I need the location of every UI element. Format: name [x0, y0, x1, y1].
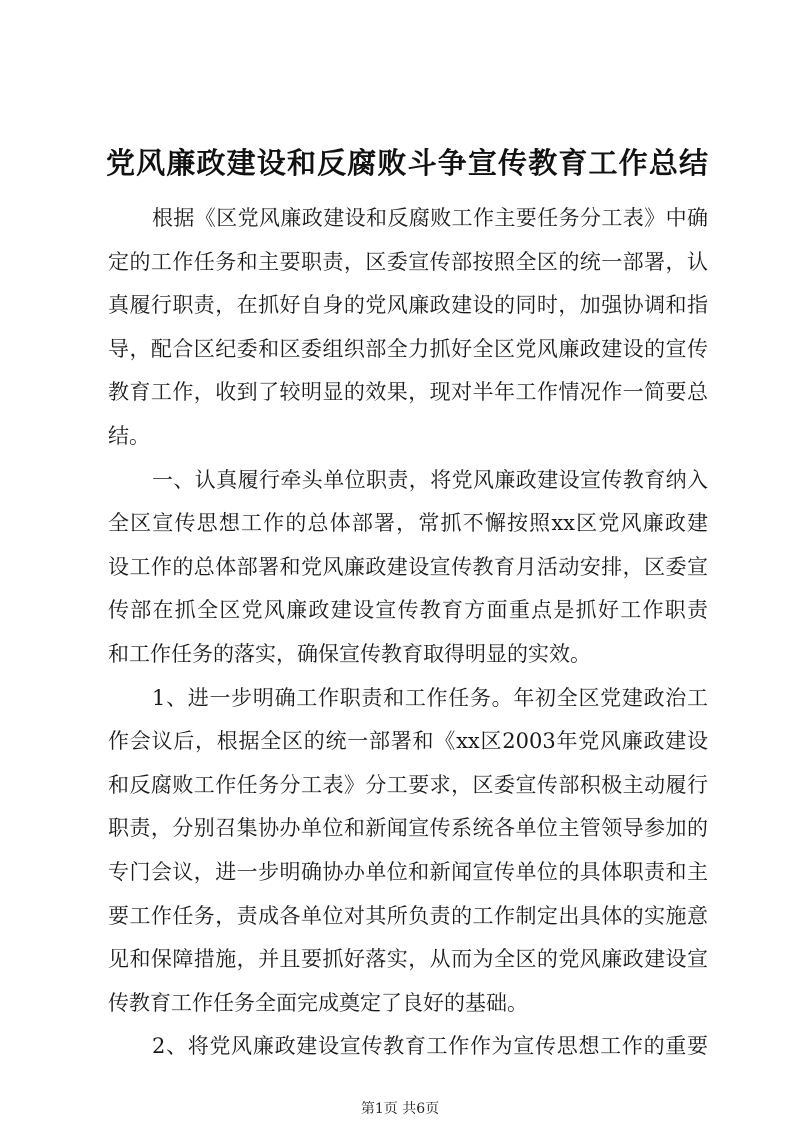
paragraph-line: 导，配合区纪委和区委组织部全力抓好全区党风廉政建设的宣传	[108, 336, 708, 361]
paragraph	[108, 197, 708, 459]
paragraph-line: 1、进一步明确工作职责和工作任务。年初全区党建政治工	[152, 685, 708, 710]
paragraph-line: 职责，分别召集协办单位和新闻宣传系统各单位主管领导参加的	[108, 816, 708, 841]
paragraph-line: 要工作任务，责成各单位对其所负责的工作制定出具体的实施意	[108, 903, 708, 928]
paragraph-line: 全区宣传思想工作的总体部署，常抓不懈按照xx区党风廉政建	[108, 511, 708, 536]
paragraph	[108, 459, 708, 677]
paragraph-line: 定的工作任务和主要职责，区委宣传部按照全区的统一部署，认	[108, 249, 708, 274]
paragraph-line: 传部在抓全区党风廉政建设宣传教育方面重点是抓好工作职责	[108, 598, 708, 623]
paragraph-line: 2、将党风廉政建设宣传教育工作作为宣传思想工作的重要	[152, 1034, 708, 1059]
paragraph-line: 教育工作，收到了较明显的效果，现对半年工作情况作一简要总	[108, 380, 708, 405]
paragraph-line: 一、认真履行牵头单位职责，将党风廉政建设宣传教育纳入	[152, 467, 708, 492]
document-body	[108, 197, 708, 1069]
paragraph	[108, 677, 708, 1026]
document-title: 党风廉政建设和反腐败斗争宣传教育工作总结	[106, 146, 708, 180]
paragraph-line: 作会议后，根据全区的统一部署和《xx区2003年党风廉政建设	[108, 729, 708, 754]
paragraph	[108, 1025, 708, 1069]
paragraph-line: 根据《区党风廉政建设和反腐败工作主要任务分工表》中确	[152, 206, 708, 230]
paragraph-line: 和工作任务的落实，确保宣传教育取得明显的实效。	[108, 641, 591, 666]
paragraph-line: 和反腐败工作任务分工表》分工要求，区委宣传部积极主动履行	[108, 772, 708, 797]
paragraph-line: 结。	[108, 423, 150, 448]
paragraph-line: 设工作的总体部署和党风廉政建设宣传教育月活动安排，区委宣	[108, 554, 708, 579]
page-footer: 第1页 共6页	[360, 1101, 440, 1117]
paragraph-line: 见和保障措施，并且要抓好落实，从而为全区的党风廉政建设宣	[108, 947, 708, 972]
paragraph-line: 专门会议，进一步明确协办单位和新闻宣传单位的具体职责和主	[108, 859, 708, 884]
paragraph-line: 真履行职责，在抓好自身的党风廉政建设的同时，加强协调和指	[108, 293, 708, 318]
paragraph-line: 传教育工作任务全面完成奠定了良好的基础。	[108, 990, 528, 1015]
